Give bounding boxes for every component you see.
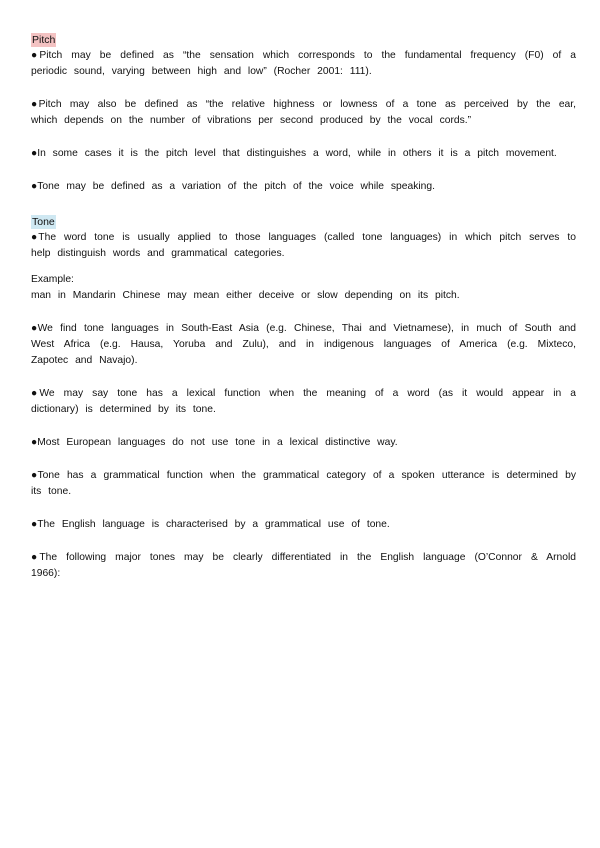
pitch-heading: Pitch (32, 34, 56, 46)
pitch-definition-2: ●Pitch may also be defined as “the relative highness or lowness of a tone as perceived by the ear, which depends on the number of vibrations per second produced by the vocal cords.” (31, 99, 576, 126)
pitch-definition-1: ●Pitch may be defined as “the sensation which corresponds to the fundamental frequency (F0) of a periodic sound, varying between high and low” (Rocher 2001: 111). (31, 50, 576, 77)
tone-intro: ●The word tone is usually applied to those languages (called tone languages) in which pitch serves to help distinguish words and grammatical categories. (31, 232, 576, 259)
grammatical-function: ●Tone has a grammatical function when the grammatical category of a spoken utterance is determined by its tone. (31, 470, 576, 497)
lexical-function: ●We may say tone has a lexical function when the meaning of a word (as it would appear in a dictionary) is determined by its tone. (31, 388, 576, 415)
tone-languages-regions: ●We find tone languages in South-East Asia (e.g. Chinese, Thai and Vietnamese), in much of South and West Africa (e.g. Hausa, Yoruba and Zulu), and in indigenous languages of America (e.g. Mixteco, Zapotec and Navajo). (31, 323, 576, 366)
tone-heading: Tone (32, 216, 55, 228)
tone-definition: ●Tone may be defined as a variation of the pitch of the voice while speaking. (31, 181, 435, 192)
european-languages: ●Most European languages do not use tone in a lexical distinctive way. (31, 437, 398, 448)
english-tone-use: ●The English language is characterised by a grammatical use of tone. (31, 519, 390, 530)
pitch-level-note: ●In some cases it is the pitch level that distinguishes a word, while in others it is a pitch movement. (31, 148, 557, 159)
document-page (31, 30, 576, 582)
major-tones-intro: ●The following major tones may be clearly differentiated in the English language (O’Connor & Arnold 1966): (31, 552, 576, 579)
example-label: Example: (31, 274, 74, 285)
example-text: man in Mandarin Chinese may mean either deceive or slow depending on its pitch. (31, 290, 460, 301)
